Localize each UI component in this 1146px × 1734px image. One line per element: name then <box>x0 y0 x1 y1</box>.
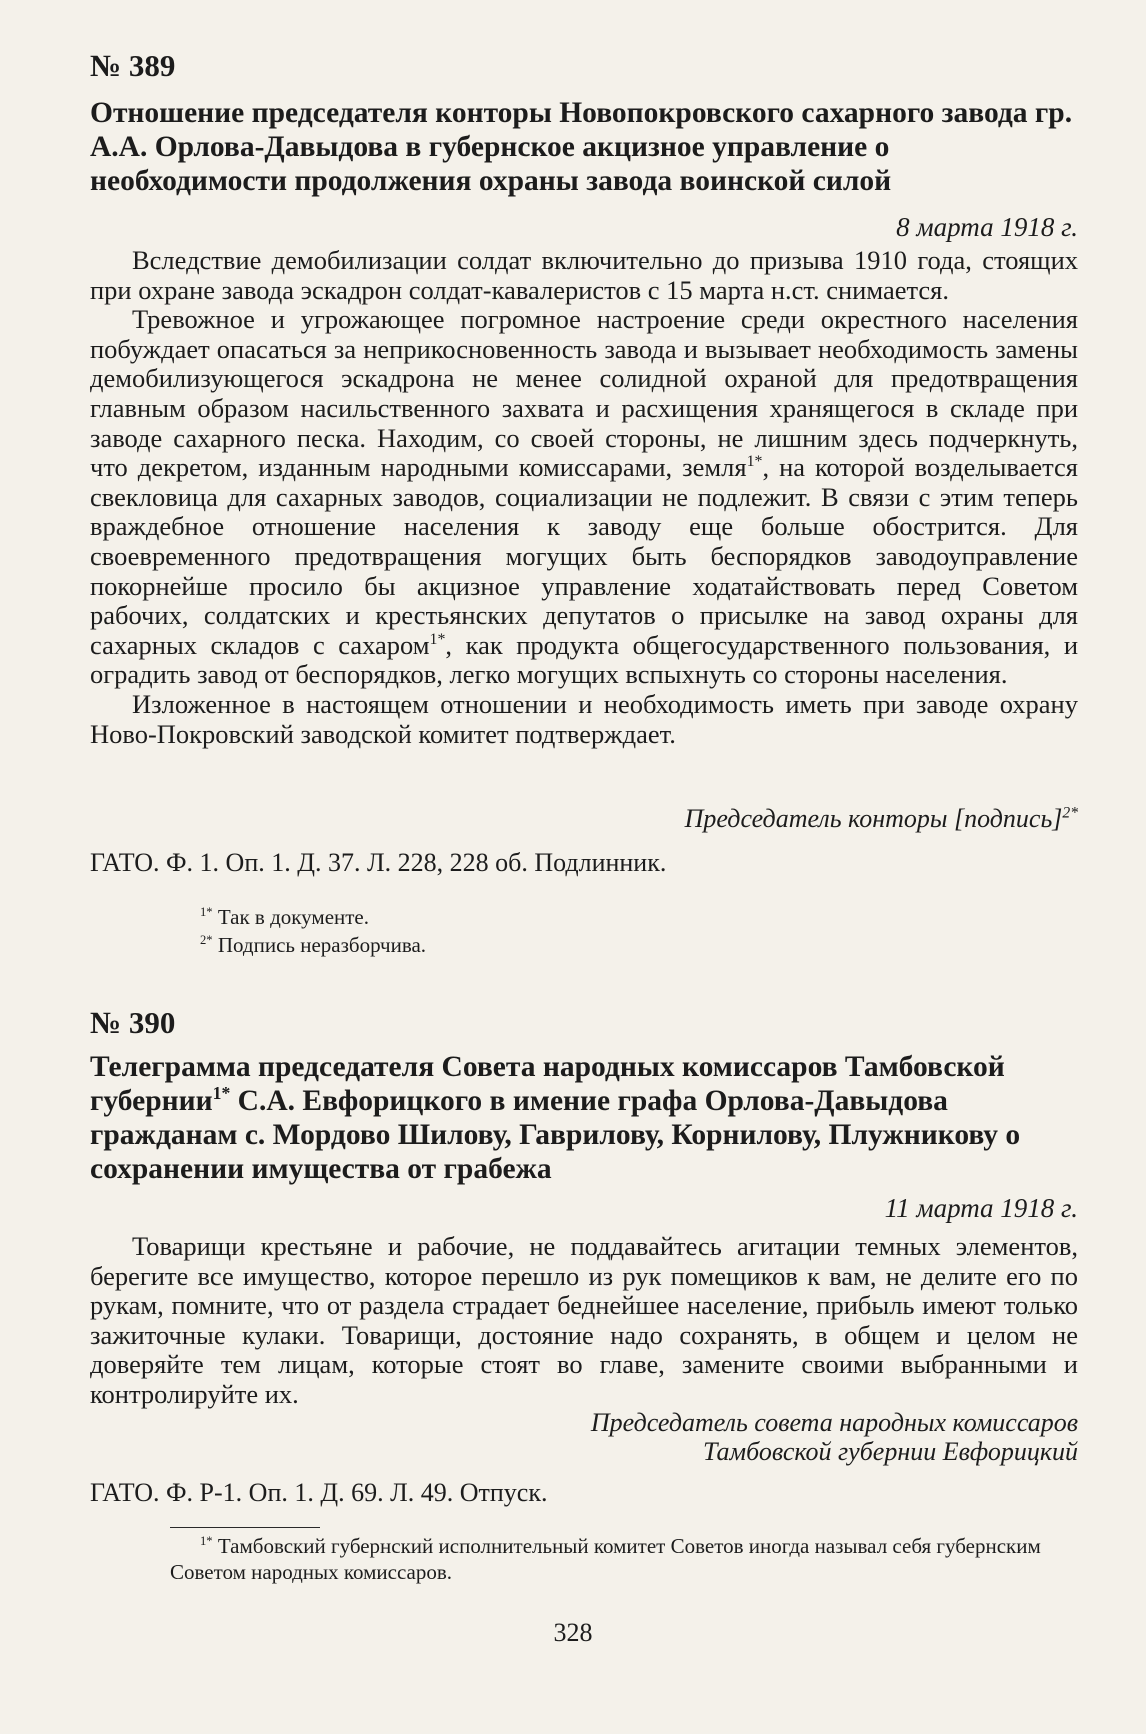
doc-389-paragraph-2-part-b: , на которой возделывается свекловица для сахарных заводов, социализации не подлежит. В связи с этим теперь враждебное отношение населения к заводу еще больше обострится. Для своевременного предотвращения могущих быть беспорядков заводоуправление покорнейше просило бы акцизное управление ходатайствовать перед Советом рабочих, солдатских и крестьянских депутатов о присылке на завод охраны для сахарных складов с сахаром <box>90 452 1078 660</box>
doc-390-footnote-1-text: Тамбовский губернский исполнительный комитет Советов иногда называл себя губернским Советом народных комиссаров. <box>170 1534 1041 1584</box>
doc-390-title-part-b: С.А. Евфорицкого в имение графа Орлова-Давыдова гражданам с. Мордово Шилову, Гаврилову, Корнилову, Плужникову о сохранении имущества от грабежа <box>90 1085 1021 1185</box>
doc-389-signature-text: Председатель конторы [подпись] <box>684 804 1063 833</box>
doc-389-archive-reference: ГАТО. Ф. 1. Оп. 1. Д. 37. Л. 228, 228 об. Подлинник. <box>90 848 667 877</box>
doc-389-paragraph-2-part-c: , как продукта общегосударственного пользования, и оградить завод от беспорядков, легко могущих вспыхнуть со стороны населения. <box>90 629 1078 690</box>
doc-389-footnote-1-text: Так в документе. <box>217 905 369 929</box>
doc-390-number: № 390 <box>90 1005 176 1040</box>
doc-390-signature <box>591 1408 1078 1466</box>
doc-389-body <box>90 246 1078 749</box>
doc-389-footnote-1 <box>200 904 369 930</box>
doc-389-footnote-2 <box>200 932 426 958</box>
doc-390-signature-line-1: Председатель совета народных комиссаров <box>590 1408 1078 1437</box>
doc-390-title-part-a: Телеграмма председателя Совета народных комиссаров Тамбовской губернии <box>90 1051 1005 1117</box>
doc-389-paragraph-2-part-a: Тревожное и угрожающее погромное настроение среди окрестного населения побуждает опасаться за неприкосновенность завода и вызывает необходимость замены демобилизующегося эскадрона не менее солидной охраной для предотвращения главным образом насильственного захвата и расхищения хранящегося в складе при заводе сахарного песка. Находим, со своей стороны, не лишним здесь подчеркнуть, что декретом, изданным народными комиссарами, земля <box>90 304 1078 483</box>
doc-389-date: 8 марта 1918 г. <box>896 212 1078 242</box>
doc-390-paragraph-1: Товарищи крестьяне и рабочие, не поддавайтесь агитации темных элементов, берегите все имущество, которое перешло из рук помещиков к вам, не делите его по рукам, помните, что от раздела страдает беднейшее население, прибыль имеют только зажиточные кулаки. Товарищи, достояние надо сохранять, в общем и целом не доверяйте тем лицам, которые стоят во главе, замените своими выбранными и контролируйте их. <box>90 1231 1078 1409</box>
footnote-marker: 1* <box>429 630 446 648</box>
doc-390-date: 11 марта 1918 г. <box>884 1193 1078 1223</box>
doc-389-footnote-2-text: Подпись неразборчива. <box>217 933 427 957</box>
doc-390-signature-line-2: Тамбовской губернии Евфорицкий <box>703 1437 1078 1466</box>
doc-389-paragraph-1: Вследствие демобилизации солдат включительно до призыва 1910 года, стоящих при охране завода эскадрон солдат-кавалеристов с 15 марта н.ст. снимается. <box>90 245 1078 305</box>
doc-390-body <box>90 1232 1078 1410</box>
footnote-marker: 1* <box>746 453 763 471</box>
page-number: 328 <box>553 1618 593 1647</box>
footnote-marker: 1* <box>200 905 213 919</box>
doc-389-title: Отношение председателя конторы Новопокровского сахарного завода гр. А.А. Орлова-Давыдова в губернское акцизное управление о необходимости продолжения охраны завода воинской силой <box>90 97 1073 197</box>
footnote-marker: 2* <box>200 933 213 947</box>
doc-389-paragraph-2 <box>90 305 1078 690</box>
footnote-marker: 1* <box>212 1083 231 1104</box>
doc-389-paragraph-3: Изложенное в настоящем отношении и необходимость иметь при заводе охрану Ново-Покровский заводской комитет подтверждает. <box>90 688 1078 749</box>
doc-390-archive-reference: ГАТО. Ф. Р-1. Оп. 1. Д. 69. Л. 49. Отпуск. <box>90 1478 548 1507</box>
doc-389-number: № 389 <box>90 48 176 83</box>
footnote-divider <box>170 1527 320 1528</box>
doc-389-signature <box>685 804 1078 833</box>
footnote-marker: 1* <box>200 1534 213 1548</box>
doc-390-title <box>90 1050 1080 1186</box>
doc-390-footnote-1 <box>170 1533 1080 1585</box>
footnote-marker: 2* <box>1062 804 1078 822</box>
